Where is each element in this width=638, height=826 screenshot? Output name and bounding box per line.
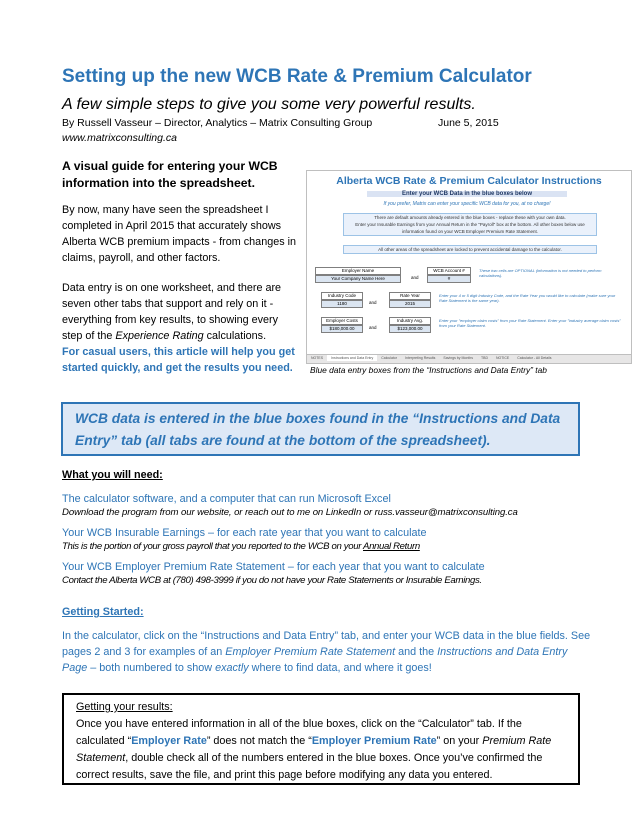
employer-rate-text: Employer Rate [131,735,207,747]
and-label: and [369,300,377,305]
page-title: Setting up the new WCB Rate & Premium Calculator [62,66,532,87]
and-label: and [369,325,377,330]
rate-note: Enter your 4 or 5 digit Industry Code, and the Rate Year you would like to calculate (make sure your Rate Statement is the same year). [439,293,616,303]
employer-premium-rate-text: Employer Premium Rate [311,735,437,747]
need-item-3-detail: Contact the Alberta WCB at (780) 498-3999 if you do not have your Rate Statements or Insurable Earnings. [62,575,482,586]
results-text-part: , double check all of the numbers entered in the blue boxes. Once you’ve confirmed the correct results, save the file, and print this page before modifying any data you entered. [76,752,543,781]
screenshot-prefer-label: If you prefer, Matrix can enter your specific WCB data for you, at no charge! [383,201,551,207]
intro-column [62,158,300,376]
getting-started-text [62,628,592,676]
intro-text: Data entry is on one worksheet, and there are seven other tabs that support and rely on it - everything from key results, to showing every step of the [62,282,282,342]
screenshot-caption: Blue data entry boxes from the “Instructions and Data Entry” tab [310,365,547,375]
results-heading: Getting your results: [76,701,173,713]
employer-name-field[interactable]: Your Company Name Here [315,275,401,283]
results-box [62,693,580,785]
need-item-3: Your WCB Employer Premium Rate Statement – for each year that you want to calculate [62,561,485,573]
page-subtitle: A few simple steps to give you some very powerful results. [62,96,476,113]
need-item-2-text: This is the portion of your gross payroll that you reported to the WCB on your [62,541,364,552]
casual-users-note: For casual users, this article will help you get started quickly, and get the results you need. [62,346,295,374]
industry-avg-field[interactable]: $123,000.00 [389,325,431,333]
screenshot-lock-note: All other areas of the spreadsheet are locked to prevent accidental damage to the calculator. [343,245,597,254]
sheet-tabs [307,354,631,363]
premium-rate-statement-text: Premium Rate Statement [76,735,552,764]
results-text-part: ” does not match the “ [206,735,312,747]
employer-costs-label: Employer Costs [321,317,363,325]
gs-text: and the [395,646,438,658]
wcb-account-field[interactable]: # [427,275,471,283]
industry-code-field[interactable]: 1180 [321,300,363,308]
employer-costs-field[interactable]: $180,000.00 [321,325,363,333]
results-text [76,716,566,784]
website-link[interactable]: www.matrixconsulting.ca [62,132,177,144]
employer-name-label: Employer Name [315,267,401,275]
byline [62,117,499,129]
optional-note: These two cells are OPTIONAL (information is not needed to perform calculations). [479,268,602,278]
sheet-tab[interactable]: Instructions and Data Entry [327,355,377,361]
intro-paragraph-2 [62,280,300,376]
what-you-need-section [62,468,592,588]
gs-text: where to find data, and where it goes! [248,662,432,674]
intro-paragraph-1: By now, many have seen the spreadsheet I completed in April 2015 that accurately shows Alberta WCB premium impacts - from changes in claims, payroll, and other factors. [62,204,297,264]
sheet-tab[interactable]: TBD [480,356,488,360]
need-item-1: The calculator software, and a computer that can run Microsoft Excel [62,493,391,505]
annual-return-text: Annual Return [363,541,420,552]
screenshot-note: Enter your Insurable Earnings from your Annual Return in the "Payroll" box at the bottom. All other boxes below use information found on your WCB Employer Premium Rate Statement. [355,222,585,234]
results-text-part: ” on your [436,735,483,747]
sheet-tab[interactable]: NOTICE [495,356,510,360]
and-label: and [411,275,419,280]
author-line: By Russell Vasseur – Director, Analytics – Matrix Consulting Group [62,117,373,129]
need-item-2-detail [62,540,592,554]
sheet-tab[interactable]: Interpreting Results [405,356,436,360]
wcb-account-label: WCB Account # [427,267,471,275]
gs-text: In the calculator, click on the “Instructions and Data Entry” tab, and enter your WCB data in the blue fields. See pages 2 and 3 for examples of an [62,630,591,658]
cost-note: Enter your "employer claim costs" from your Rate Statement. Enter your "industry average claim costs" from your Rate Statement. [439,318,621,328]
rate-year-field[interactable]: 2015 [389,300,431,308]
publish-date: June 5, 2015 [438,117,499,129]
experience-rating-text: Experience Rating [115,330,204,342]
gs-text: – both numbered to show [87,662,216,674]
instructions-screenshot [306,170,632,364]
what-you-need-heading: What you will need: [62,469,163,481]
guide-heading: A visual guide for entering your WCB information into the spreadsheet. [62,159,278,190]
industry-avg-label: Industry Avg. [389,317,431,325]
screenshot-note: There are default amounts already entered in the blue boxes - replace these with your own data. [374,215,566,220]
industry-code-label: Industry Code [321,292,363,300]
sheet-tab[interactable]: Savings by Months [443,356,473,360]
intro-text-end: calculations. [203,330,267,342]
results-text-part: Once you have entered information in all of the blue boxes, click on the “Calculator” tab. If the calculated “ [76,718,522,747]
sheet-tab[interactable]: NOTES [311,356,324,360]
sheet-tab[interactable]: Calculator - All Details [517,356,552,360]
rate-year-label: Rate Year [389,292,431,300]
gs-italic-1: Employer Premium Rate Statement [225,646,396,658]
screenshot-enter-label: Enter your WCB Data in the blue boxes below [367,191,567,197]
getting-started-section [62,604,592,676]
callout-box: WCB data is entered in the blue boxes found in the “Instructions and Data Entry” tab (all tabs are found at the bottom of the spreadsheet). [61,402,580,456]
screenshot-title: Alberta WCB Rate & Premium Calculator Instructions [336,175,602,187]
screenshot-notes-box [343,213,597,236]
need-item-1-detail: Download the program from our website, or reach out to me on LinkedIn or russ.vasseur@matrixconsulting.ca [62,507,518,518]
gs-italic-3: exactly [215,662,249,674]
gs-italic-2: Instructions and Data Entry Page [62,646,568,674]
sheet-tab[interactable]: Calculator [381,356,398,360]
getting-started-heading: Getting Started: [62,606,144,618]
need-item-2: Your WCB Insurable Earnings – for each rate year that you want to calculate [62,527,427,539]
